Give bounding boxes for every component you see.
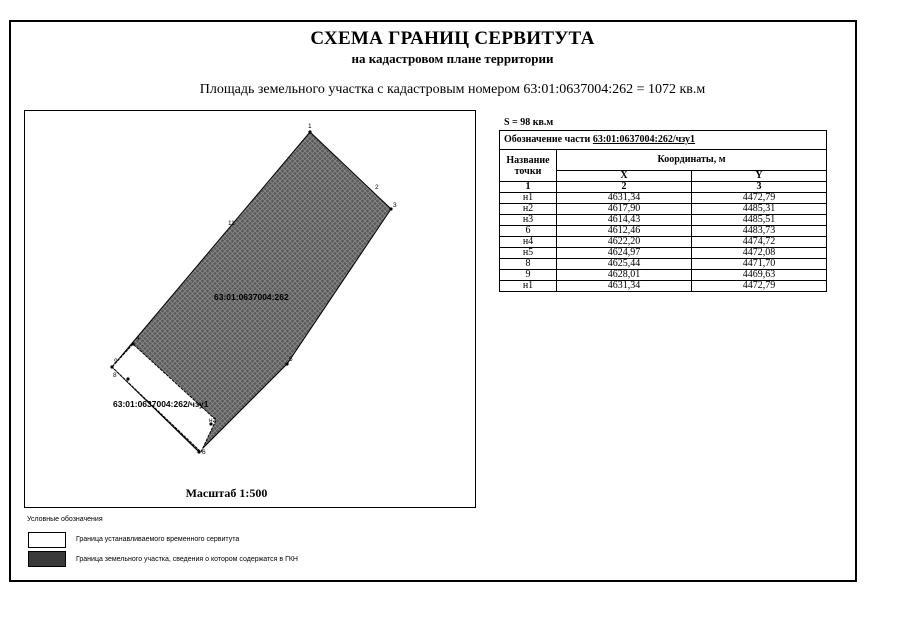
page-title: СХЕМА ГРАНИЦ СЕРВИТУТА (310, 28, 595, 49)
point-name: н5 (500, 248, 557, 259)
coordinates-table (499, 130, 827, 292)
col-x-header: X (557, 171, 692, 182)
col-num-1: 1 (500, 182, 557, 193)
coord-y: 4472,08 (691, 248, 826, 259)
legend-swatch-parcel (28, 551, 66, 567)
coord-x: 4624,97 (557, 248, 692, 259)
scale-label: Масштаб 1:500 (185, 486, 268, 500)
point-label-1: 1 (308, 123, 312, 130)
map-drawing (25, 111, 475, 507)
coord-y: 4485,31 (691, 204, 826, 215)
table-row (500, 248, 827, 259)
parcel-area-line: Площадь земельного участка с кадастровым номером 63:01:0637004:262 = 1072 кв.м (199, 82, 706, 97)
legend-text-easement: Граница устанавливаемого временного сервитута (76, 536, 240, 543)
part-prefix: Обозначение части (504, 134, 591, 145)
col-num-2: 2 (557, 182, 692, 193)
point-name: 8 (500, 259, 557, 270)
col-num-3: 3 (691, 182, 826, 193)
table-row (500, 226, 827, 237)
point-name: н4 (500, 237, 557, 248)
point-1 (308, 130, 311, 133)
point-name: 6 (500, 226, 557, 237)
point-name: н3 (500, 215, 557, 226)
coord-x: 4612,46 (557, 226, 692, 237)
point-label-9: 9 (114, 358, 118, 365)
point-label-6: 6 (202, 449, 206, 456)
legend-text-parcel: Граница земельного участка, сведения о котором содержатся в ГКН (76, 556, 298, 563)
point-label-5: 5 (289, 356, 293, 363)
point-label-n2: н2 (209, 417, 217, 424)
coord-y: 4471,70 (691, 259, 826, 270)
coord-x: 4614,43 (557, 215, 692, 226)
page-subtitle: на кадастровом плане территории (351, 51, 554, 66)
coord-x: 4617,90 (557, 204, 692, 215)
cadastral-map (24, 110, 476, 508)
col-y-header: Y (691, 171, 826, 182)
part-number: 63:01:0637004:262/чзу1 (592, 134, 696, 145)
point-8 (126, 377, 129, 380)
point-name: 9 (500, 270, 557, 281)
part-designation-cell (500, 131, 827, 150)
point-label-3: 3 (393, 202, 397, 209)
coord-x: 4625,44 (557, 259, 692, 270)
coord-y: 4474,72 (691, 237, 826, 248)
coord-y: 4469,63 (691, 270, 826, 281)
coord-x: 4631,34 (557, 193, 692, 204)
point-name: н2 (500, 204, 557, 215)
table-row (500, 237, 827, 248)
coord-x: 4631,34 (557, 281, 692, 292)
table-row (500, 281, 827, 292)
coord-y: 4485,51 (691, 215, 826, 226)
point-9 (110, 365, 113, 368)
easement-area-label: S = 98 кв.м (504, 117, 554, 128)
table-row (500, 204, 827, 215)
table-row (500, 259, 827, 270)
coord-y: 4483,73 (691, 226, 826, 237)
coord-x: 4628,01 (557, 270, 692, 281)
easement-label: 63:01:0637004:262/чзу1 (113, 399, 209, 409)
point-6 (197, 450, 200, 453)
col-coords-header: Координаты, м (557, 150, 827, 171)
parcel-label: 63:01:0637004:262 (214, 292, 289, 302)
table-row (500, 193, 827, 204)
coord-x: 4622,20 (557, 237, 692, 248)
coord-y: 4472,79 (691, 281, 826, 292)
table-row (500, 215, 827, 226)
legend-swatch-easement (28, 532, 66, 548)
point-name: н1 (500, 281, 557, 292)
point-name: н1 (500, 193, 557, 204)
legend-title: Условные обозначения (27, 516, 103, 523)
point-4 (131, 342, 134, 345)
coord-y: 4472,79 (691, 193, 826, 204)
table-row (500, 270, 827, 281)
point-label-8: 8 (113, 372, 117, 379)
point-label-4: 4 (136, 335, 140, 342)
point-label-11: 11 (228, 220, 235, 227)
col-name-header: Название точки (500, 150, 557, 182)
point-label-2: 2 (375, 184, 379, 191)
